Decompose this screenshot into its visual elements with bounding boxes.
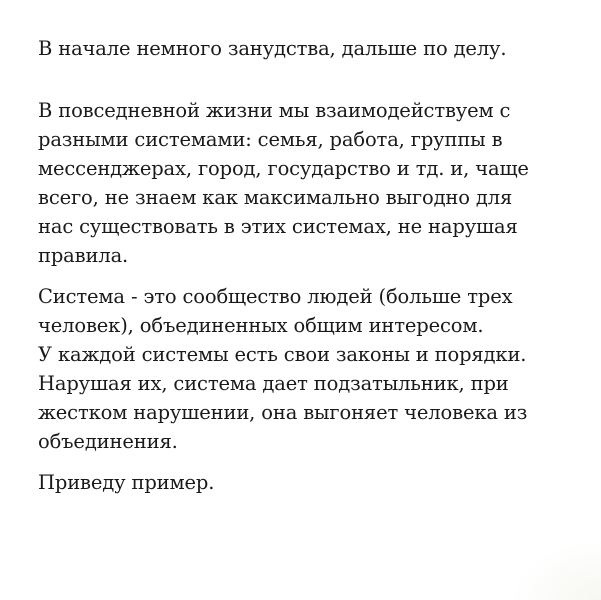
- text-line: разными системами: семья, работа, группы в: [38, 128, 503, 151]
- text-line: человек), объединенных общим интересом.: [38, 314, 484, 337]
- paragraph-gap: [38, 63, 578, 96]
- text-line: В повседневной жизни мы взаимодействуем с: [38, 99, 511, 122]
- intro-line: В начале немного занудства, дальше по делу.: [38, 37, 507, 60]
- paragraph-system-definition: [38, 282, 578, 456]
- paragraph-gap: [38, 456, 578, 468]
- paragraph-gap: [38, 270, 578, 282]
- text-line: правила.: [38, 244, 129, 267]
- text-line: Система - это сообщество людей (больше трех: [38, 285, 513, 308]
- text-line: объединения.: [38, 430, 178, 453]
- closing-paragraph: [38, 468, 578, 497]
- document-text: [38, 34, 578, 497]
- text-line: Нарушая их, система дает подзатыльник, при: [38, 372, 509, 395]
- text-line: жестком нарушении, она выгоняет человека из: [38, 401, 528, 424]
- paragraph-systems-everyday: [38, 96, 578, 270]
- text-line: мессенджерах, город, государство и тд. и, чаще: [38, 157, 529, 180]
- corner-shading: [511, 540, 601, 600]
- text-line: нас существовать в этих системах, не нарушая: [38, 215, 518, 238]
- text-line: У каждой системы есть свои законы и порядки.: [38, 343, 527, 366]
- closing-line: Приведу пример.: [38, 471, 215, 494]
- intro-paragraph: [38, 34, 578, 63]
- text-line: всего, не знаем как максимально выгодно для: [38, 186, 513, 209]
